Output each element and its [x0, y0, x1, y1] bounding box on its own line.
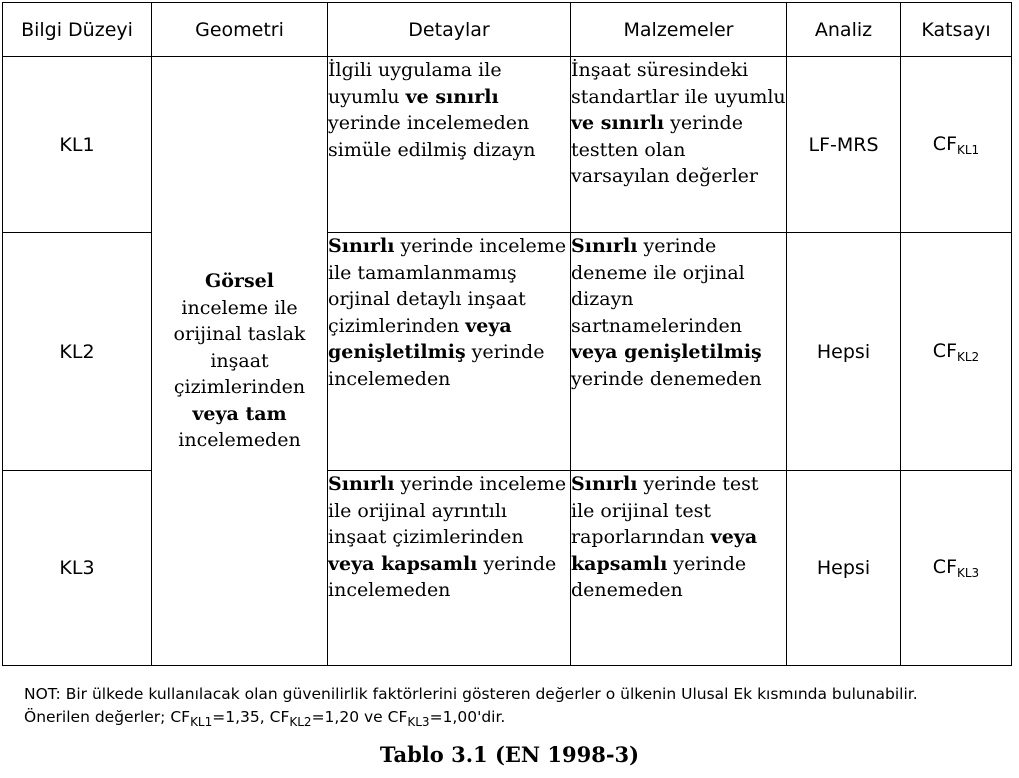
geometry-bold: veya tam	[192, 402, 287, 425]
header-row	[3, 3, 1012, 57]
details-bold: veya genişletilmiş	[328, 314, 512, 364]
coefficient-subscript: KL2	[957, 349, 980, 364]
details-text: yerinde incelemeden	[328, 341, 545, 390]
coefficient-subscript: KL3	[957, 566, 980, 580]
table-row	[3, 57, 1012, 233]
coefficient-cell	[901, 471, 1012, 666]
level-cell: KL1	[3, 57, 152, 233]
materials-text: yerinde test ile orijinal test raporlarından	[571, 473, 759, 549]
materials-bold: veya kapsamlı	[571, 526, 758, 575]
coefficient-label: CF	[932, 339, 957, 362]
materials-bold: Sınırlı	[571, 473, 638, 495]
coefficient-label: CF	[932, 556, 957, 578]
level-cell: KL2	[3, 233, 152, 471]
details-bold: Sınırlı	[328, 473, 395, 495]
materials-text: yerinde denemeden	[571, 552, 747, 602]
header-geometry: Geometri	[152, 3, 328, 57]
header-materials: Malzemeler	[571, 3, 787, 57]
details-bold: ve sınırlı	[405, 85, 499, 108]
details-text: yerinde incelemeden	[328, 552, 557, 602]
note-subscript: KL1	[190, 715, 213, 729]
note-text: NOT: Bir ülkede kullanılacak olan güvenilirlik faktörlerini gösteren değerler o ülkenin Ulusal Ek kısmında bulunabilir. Önerilen değerler; CF	[24, 685, 918, 726]
table-note	[24, 683, 984, 734]
level-cell: KL3	[3, 471, 152, 666]
coefficient-cell	[901, 233, 1012, 471]
details-text: yerinde inceleme ile tamamlanmamış orjinal detaylı inşaat çizimlerinden	[328, 235, 567, 337]
details-bold: veya kapsamlı	[328, 552, 478, 575]
geometry-text: inceleme ile orijinal taslak inşaat çizimlerinden	[173, 296, 306, 399]
details-cell	[328, 471, 571, 666]
header-coefficient: Katsayı	[901, 3, 1012, 57]
header-knowledge-level: Bilgi Düzeyi	[3, 3, 152, 57]
analysis-cell: Hepsi	[787, 233, 901, 471]
header-details: Detaylar	[328, 3, 571, 57]
analysis-cell: Hepsi	[787, 471, 901, 666]
details-cell	[328, 233, 571, 471]
details-bold: Sınırlı	[328, 235, 395, 257]
knowledge-level-table	[2, 2, 1012, 666]
materials-cell	[571, 233, 787, 471]
coefficient-cell	[901, 57, 1012, 233]
materials-text: İnşaat süresindeki standartlar ile uyumlu	[571, 59, 786, 108]
details-text: yerinde inceleme ile orijinal ayrıntılı inşaat çizimlerinden	[328, 473, 567, 549]
materials-cell	[571, 471, 787, 666]
geometry-cell	[152, 57, 328, 666]
details-cell	[328, 57, 571, 233]
note-subscript: KL3	[407, 715, 430, 729]
materials-bold: veya genişletilmiş	[571, 341, 762, 364]
header-analysis: Analiz	[787, 3, 901, 57]
note-text: =1,00'dir.	[429, 708, 506, 726]
materials-bold: ve sınırlı	[571, 112, 665, 135]
note-text: =1,35, CF	[212, 708, 290, 726]
note-text: =1,20 ve CF	[311, 708, 408, 726]
table-caption: Tablo 3.1 (EN 1998-3)	[379, 742, 640, 767]
note-subscript: KL2	[289, 715, 312, 729]
geometry-bold: Görsel	[205, 269, 274, 292]
coefficient-subscript: KL1	[957, 142, 980, 157]
details-text: yerinde incelemeden simüle edilmiş dizayn	[328, 112, 536, 161]
coefficient-label: CF	[932, 132, 957, 155]
materials-cell	[571, 57, 787, 233]
materials-text: yerinde deneme ile orjinal dizayn sartnamelerinden	[571, 235, 745, 337]
materials-bold: Sınırlı	[571, 235, 638, 257]
analysis-cell: LF-MRS	[787, 57, 901, 233]
details-text: İlgili uygulama ile uyumlu	[328, 59, 502, 108]
materials-text: yerinde denemeden	[571, 367, 762, 390]
geometry-text: incelemeden	[178, 429, 301, 452]
materials-text: yerinde testten olan varsayılan değerler	[571, 112, 759, 188]
